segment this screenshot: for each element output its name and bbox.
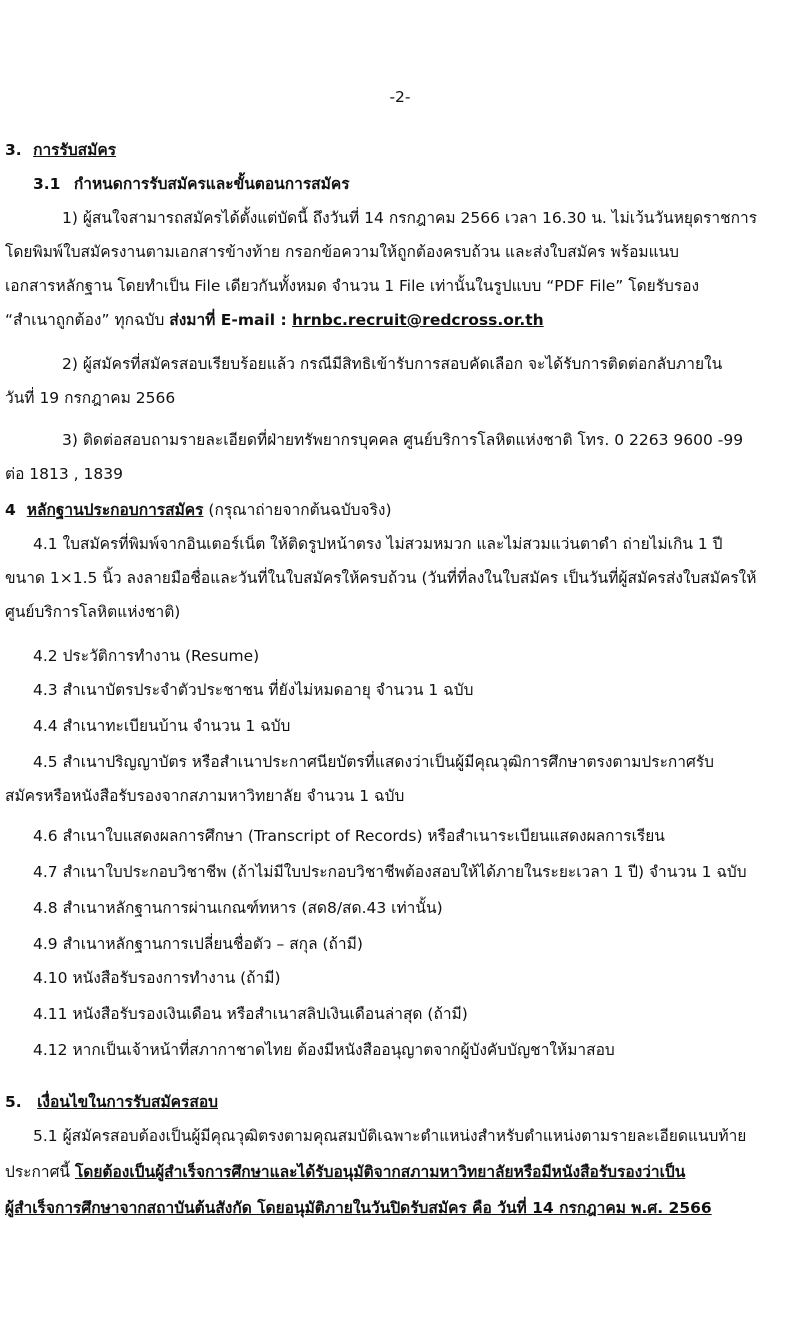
item-5-1-line-1: 5.1 ผู้สมัครสอบต้องเป็นผู้มีคุณวุฒิตรงตามคุณสมบัติเฉพาะตำแหน่งสำหรับตำแหน่งตามรายละเอียดแนบท้าย: [33, 1127, 747, 1145]
para-3-1-1-line-2: โดยพิมพ์ใบสมัครงานตามเอกสารข้างท้าย กรอกข้อความให้ถูกต้องครบถ้วน และส่งใบสมัคร พร้อมแนบ: [5, 243, 680, 261]
item-5-1-line-2-prefix: ประกาศนี้: [5, 1163, 75, 1181]
section-4-note: (กรุณาถ่ายจากต้นฉบับจริง): [203, 501, 392, 519]
para-3-1-2-line-1: 2) ผู้สมัครที่สมัครสอบเรียบร้อยแล้ว กรณีมีสิทธิเข้ารับการสอบคัดเลือก จะได้รับการติดต่อกลับภายใน: [62, 355, 723, 373]
section-4-heading: [5, 500, 392, 520]
page-number: -2-: [389, 88, 411, 106]
send-to-label: ส่งมาที่ E-mail :: [169, 311, 293, 329]
para-3-1-3-line-1: 3) ติดต่อสอบถามรายละเอียดที่ฝ่ายทรัพยากรบุคคล ศูนย์บริการโลหิตแห่งชาติ โทร. 0 2263 9600 -99: [62, 431, 744, 449]
item-4-3: 4.3 สำเนาบัตรประจำตัวประชาชน ที่ยังไม่หมดอายุ จำนวน 1 ฉบับ: [33, 681, 474, 699]
section-4-title: หลักฐานประกอบการสมัคร: [26, 501, 204, 519]
item-5-1-line-2-emphasis: โดยต้องเป็นผู้สำเร็จการศึกษาและได้รับอนุมัติจากสภามหาวิทยาลัยหรือมีหนังสือรับรองว่าเป็น: [74, 1163, 686, 1181]
item-4-1-line-2: ขนาด 1×1.5 นิ้ว ลงลายมือชื่อและวันที่ในใบสมัครให้ครบถ้วน (วันที่ที่ลงในใบสมัคร เป็นวันที่ผู้สมัครส่งใบสมัครให้: [5, 569, 757, 587]
para-3-1-3-line-2: ต่อ 1813 , 1839: [5, 465, 123, 483]
item-4-6: 4.6 สำเนาใบแสดงผลการศึกษา (Transcript of Records) หรือสำเนาระเบียนแสดงผลการเรียน: [33, 827, 665, 845]
para-3-1-2-line-2: วันที่ 19 กรกฎาคม 2566: [5, 389, 176, 407]
section-3-1-heading: [33, 174, 350, 194]
section-3-heading: [5, 140, 116, 160]
recruit-email-link[interactable]: hrnbc.recruit@redcross.or.th: [292, 311, 544, 329]
item-4-7: 4.7 สำเนาใบประกอบวิชาชีพ (ถ้าไม่มีใบประกอบวิชาชีพต้องสอบให้ได้ภายในระยะเวลา 1 ปี) จำนวน 1 ฉบับ: [33, 863, 747, 881]
item-4-5-line-1: 4.5 สำเนาปริญญาบัตร หรือสำเนาประกาศนียบัตรที่แสดงว่าเป็นผู้มีคุณวุฒิการศึกษาตรงตามประกาศรับ: [33, 753, 714, 771]
item-4-2: 4.2 ประวัติการทำงาน (Resume): [33, 647, 260, 665]
para-3-1-1-line-3: เอกสารหลักฐาน โดยทำเป็น File เดียวกันทั้งหมด จำนวน 1 File เท่านั้นในรูปแบบ “PDF File” โดยรับรอง: [5, 277, 700, 295]
item-4-9: 4.9 สำเนาหลักฐานการเปลี่ยนชื่อตัว – สกุล (ถ้ามี): [33, 935, 363, 953]
para-3-1-1-line-1: 1) ผู้สนใจสามารถสมัครได้ตั้งแต่บัดนี้ ถึงวันที่ 14 กรกฎาคม 2566 เวลา 16.30 น. ไม่เว้นวันหยุดราชการ: [62, 209, 758, 227]
item-4-1-line-3: ศูนย์บริการโลหิตแห่งชาติ): [5, 603, 181, 621]
section-3-1-title: กำหนดการรับสมัครและขั้นตอนการสมัคร: [73, 175, 350, 193]
item-4-10: 4.10 หนังสือรับรองการทำงาน (ถ้ามี): [33, 969, 281, 987]
section-3-title: การรับสมัคร: [33, 141, 117, 159]
section-5-heading: [5, 1092, 218, 1112]
item-4-5-line-2: สมัครหรือหนังสือรับรองจากสภามหาวิทยาลัย จำนวน 1 ฉบับ: [5, 787, 405, 805]
item-5-1-line-3: ผู้สำเร็จการศึกษาจากสถาบันต้นสังกัด โดยอนุมัติภายในวันปิดรับสมัคร คือ วันที่ 14 กรกฎาคม พ.ศ. 2566: [5, 1199, 712, 1217]
item-4-8: 4.8 สำเนาหลักฐานการผ่านเกณฑ์ทหาร (สด8/สด.43 เท่านั้น): [33, 899, 443, 917]
item-4-11: 4.11 หนังสือรับรองเงินเดือน หรือสำเนาสลิปเงินเดือนล่าสุด (ถ้ามี): [33, 1005, 468, 1023]
section-3-1-number: 3.1: [33, 175, 61, 193]
item-5-1-line-2: [5, 1162, 685, 1182]
section-5-title: เงื่อนไขในการรับสมัครสอบ: [37, 1093, 218, 1111]
item-4-4: 4.4 สำเนาทะเบียนบ้าน จำนวน 1 ฉบับ: [33, 717, 291, 735]
item-4-12: 4.12 หากเป็นเจ้าหน้าที่สภากาชาดไทย ต้องมีหนังสืออนุญาตจากผู้บังคับบัญชาให้มาสอบ: [33, 1041, 615, 1059]
section-5-number: 5.: [5, 1093, 22, 1111]
item-4-1-line-1: 4.1 ใบสมัครที่พิมพ์จากอินเตอร์เน็ต ให้ติดรูปหน้าตรง ไม่สวมหมวก และไม่สวมแว่นตาดำ ถ่ายไม่เกิน 1 ปี: [33, 535, 723, 553]
section-4-number: 4: [5, 501, 16, 519]
copy-certified-text: “สำเนาถูกต้อง” ทุกฉบับ: [5, 311, 170, 329]
para-3-1-1-line-4: [5, 310, 544, 330]
section-3-number: 3.: [5, 141, 22, 159]
